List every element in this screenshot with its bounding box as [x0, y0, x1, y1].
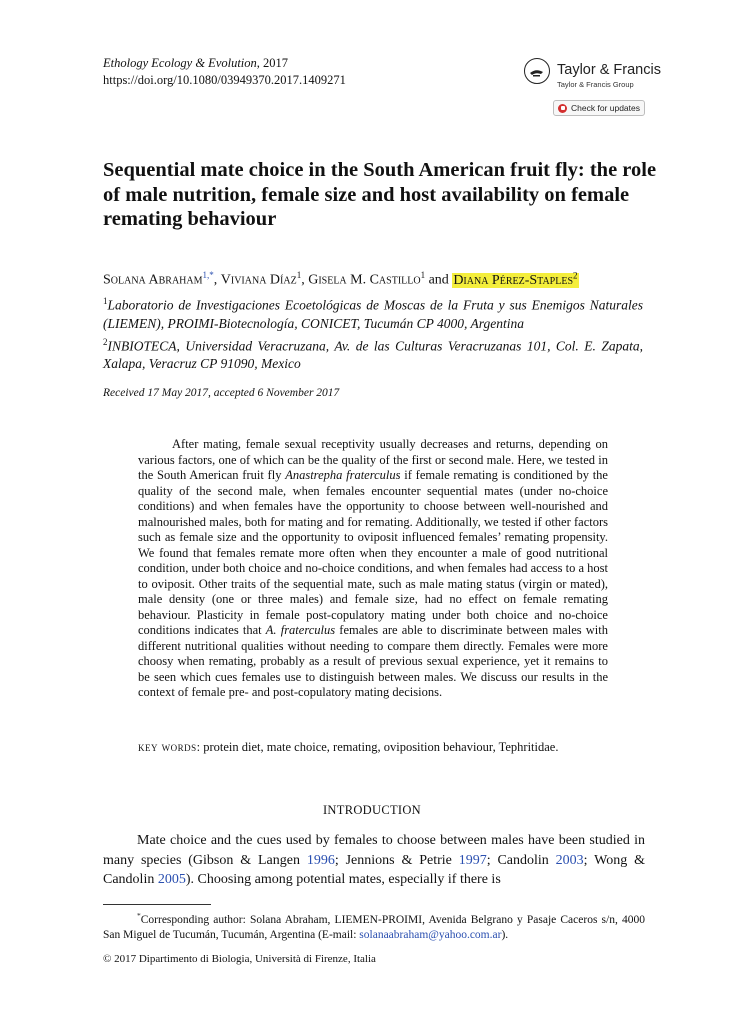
received-dates: Received 17 May 2017, accepted 6 November 2017: [103, 387, 340, 399]
doi-link[interactable]: https://doi.org/10.1080/03949370.2017.1409271: [103, 73, 346, 87]
check-updates-label: Check for updates: [571, 103, 640, 113]
intro-paragraph: Mate choice and the cues used by females to choose between males have been studied in many species (Gibson & Langen 1996; Jennions & Petrie 1997; Candolin 2003; Wong & Candolin 2005). Choosing among potential mates, especially if there is: [103, 833, 646, 887]
abstract: After mating, female sexual receptivity usually decreases and returns, depending on various factors, one of which can be the quality of the first or second male. Here, we tested in the South American fruit fly Anastrepha fraterculus if female remating is conditioned by the quality of the second male, when females encounter sequential mates (under no-choice conditions) and when females have the opportunity to choose between well-nourished and malnourished males, both for mating and for remating. Additionally, we tested if other factors such as female size and the opportunity to oviposit influenced females’ remating propensity. We found that females remate more often when they encounter a male of good nutritional condition, under both choice and no-choice conditions, and when females had access to a host to oviposit. Other traits of the sequential mate, such as male mating status (virgin or mated), male density (one or three males) and female size, had no effect on female remating behaviour. Plasticity in female post-copulatory mating under both choice and no-choice conditions indicates that A. fraterculus females are able to discriminate between males with different nutritional qualities without needing to compare them directly. Females were more choosy when remating, probably as a result of previous sexual experience, yet it remains to be seen which cues females use to distinguish between males. We discuss our results in the context of female pre- and post-copulatory mating decisions.: [138, 437, 608, 699]
citation-link[interactable]: 2003: [555, 852, 584, 868]
author-list: Solana Abraham$^{1,*}$, Viviana Díaz$^1$, Gisela M. Castillo$^1$ and Diana Pérez-Staples$^2$: [103, 270, 578, 288]
affiliation: $^1$Laboratorio de Investigaciones Ecoetológicas de Moscas de la Fruta y sus Enemigos Naturales (LIEMEN), PROIMI-Biotecnología, CONICET, Tucumán CP 4000, Argentina: [103, 296, 643, 331]
author-affil-link[interactable]: 1,*: [202, 270, 214, 280]
paper-title: Sequential mate choice in the South American fruit fly: the role of male nutrition, female size and host availability on female remating behaviour: [103, 159, 657, 230]
author-affil-sup: 1: [296, 270, 302, 280]
author-affil-sup: 1: [420, 270, 426, 280]
keywords-label: key words: [138, 740, 197, 754]
journal-name: Ethology Ecology & Evolution: [103, 56, 257, 70]
citation-link[interactable]: 1997: [458, 852, 487, 868]
affiliation: $^2$INBIOTECA, Universidad Veracruzana, Av. de las Culturas Veracruzanas 101, Col. E. Zapata, Xalapa, Veracruz CP 91090, Mexico: [103, 336, 643, 371]
journal-year: , 2017: [256, 56, 289, 70]
copyright: © 2017 Dipartimento di Biologia, Università di Firenze, Italia: [103, 953, 376, 965]
author-name: Solana Abraham: [103, 272, 203, 288]
journal-header: [103, 55, 346, 89]
citation-link[interactable]: 2005: [157, 872, 186, 887]
affiliations: [103, 292, 643, 373]
check-updates-button[interactable]: [553, 100, 645, 116]
footnote-divider: [103, 904, 211, 905]
section-heading: INTRODUCTION: [322, 803, 422, 817]
author-affil-sup: 2: [573, 270, 578, 280]
publisher-name: Taylor & Francis: [557, 62, 661, 78]
author-highlighted: [452, 270, 578, 288]
publisher-logo[interactable]: [524, 58, 674, 98]
keywords: key words: protein diet, mate choice, remating, oviposition behaviour, Tephritidae.: [138, 740, 559, 754]
author-name: Viviana Díaz: [220, 272, 297, 288]
author-name: Diana Pérez-Staples: [453, 272, 574, 288]
lamp-icon: [524, 58, 550, 84]
citation-link[interactable]: 1996: [306, 852, 335, 868]
bookmark-icon: [558, 104, 567, 113]
author-name: Gisela M. Castillo: [308, 272, 421, 288]
species-name: A. fraterculus: [265, 623, 336, 637]
keywords-text: protein diet, mate choice, remating, oviposition behaviour, Tephritidae.: [203, 740, 559, 754]
footnote: *Corresponding author: Solana Abraham, LIEMEN-PROIMI, Avenida Belgrano y Pasaje Caceros s/n, 4000 San Miguel de Tucumán, Tucumán, Argentina (E-mail: solanaabraham@yahoo.com.ar).: [103, 911, 645, 942]
publisher-group: Taylor & Francis Group: [557, 80, 634, 89]
species-name: Anastrepha fraterculus: [285, 468, 401, 482]
email-link[interactable]: solanaabraham@yahoo.com.ar: [359, 929, 502, 942]
